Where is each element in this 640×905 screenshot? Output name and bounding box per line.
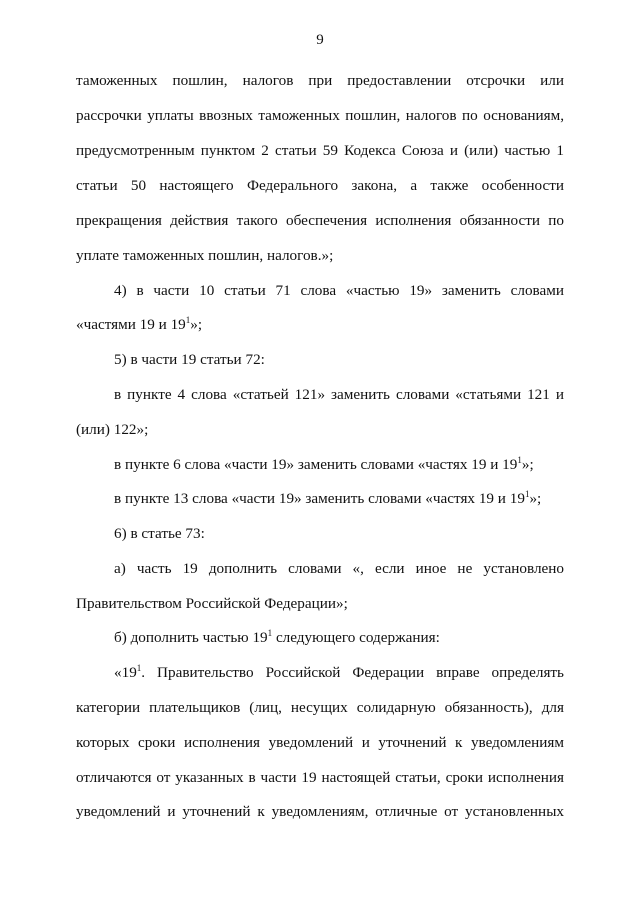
page-number: 9: [316, 32, 324, 48]
superscript: 1: [517, 455, 522, 465]
paragraph-line: которых сроки исполнения уведомлений и уточнений к уведомлениям: [76, 734, 564, 751]
superscript: 1: [136, 663, 142, 673]
paragraph-line: Правительством Российской Федерации»;: [76, 595, 348, 612]
paragraph-line: 4) в части 10 статьи 71 слова «частью 19» заменить словами: [114, 282, 564, 299]
paragraph-line: отличаются от указанных в части 19 настоящей статьи, сроки исполнения: [76, 769, 564, 786]
paragraph-line: уплате таможенных пошлин, налогов.»;: [76, 247, 334, 264]
superscript: 1: [185, 315, 191, 325]
paragraph-line: в пункте 4 слова «статьей 121» заменить словами «статьями 121 и: [114, 386, 564, 403]
paragraph-line: «частями 19 и $19^1$»;: [76, 315, 203, 333]
paragraph-line: предусмотренным пунктом 2 статьи 59 Кодекса Союза и (или) частью 1: [76, 142, 564, 159]
paragraph-line: рассрочки уплаты ввозных таможенных пошлин, налогов по основаниям,: [76, 107, 564, 124]
paragraph-line: статьи 50 настоящего Федерального закона, а также особенности: [76, 177, 564, 194]
paragraph-line: (или) 122»;: [76, 421, 149, 438]
paragraph-line: категории плательщиков (лиц, несущих солидарную обязанность), для: [76, 699, 564, 716]
paragraph-line: 5) в части 19 статьи 72:: [114, 351, 265, 368]
superscript: 1: [524, 489, 530, 499]
paragraph-line: «$19^1$. Правительство Российской Федерации вправе определять: [114, 663, 564, 681]
paragraph-line: в пункте 13 слова «части 19» заменить словами «частях 19 и $19^1$»;: [114, 489, 542, 507]
paragraph-line: таможенных пошлин, налогов при предоставлении отсрочки или: [76, 72, 564, 89]
paragraph-line: а) часть 19 дополнить словами «, если иное не установлено: [114, 560, 564, 577]
paragraph-line: прекращения действия такого обеспечения исполнения обязанности по: [76, 212, 564, 229]
paragraph-line: уведомлений и уточнений к уведомлениям, отличные от установленных: [76, 803, 564, 820]
paragraph-line: 6) в статье 73:: [114, 525, 205, 542]
paragraph-line: в пункте 6 слова «части 19» заменить словами «частях 19 и $19^1$»;: [114, 455, 534, 473]
superscript: 1: [267, 628, 273, 638]
paragraph-line: б) дополнить частью $19^1$ следующего содержания:: [114, 628, 440, 646]
